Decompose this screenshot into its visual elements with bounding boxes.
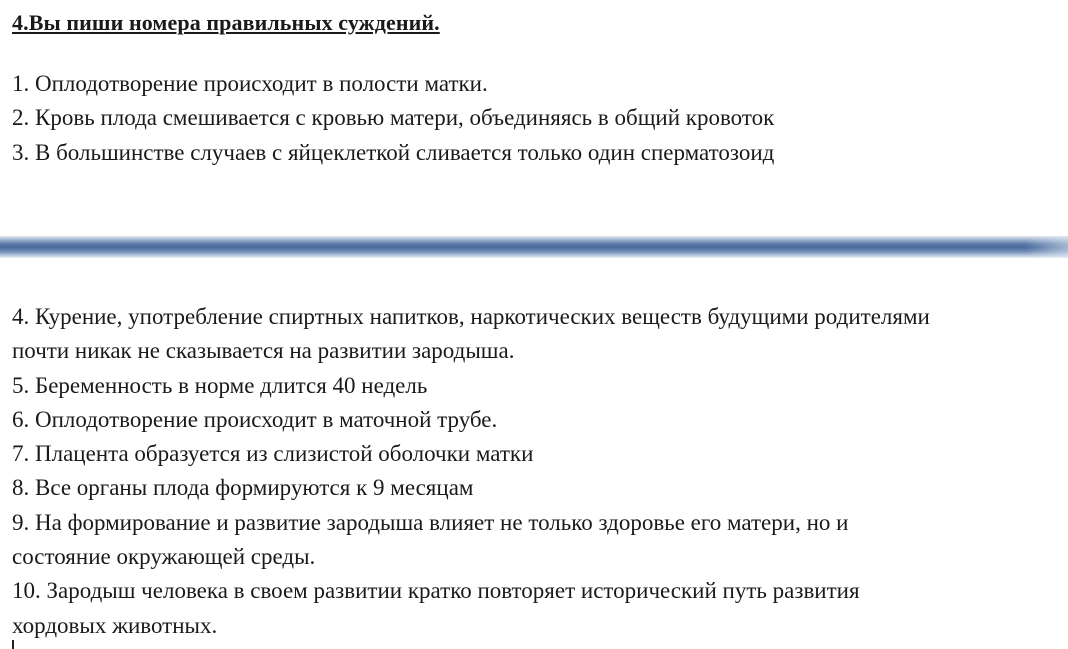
divider-edge [0, 236, 1068, 258]
text-cursor [12, 640, 14, 649]
page-title: 4.Вы пиши номера правильных суждений. [12, 10, 440, 35]
statements-list-bottom [12, 300, 930, 643]
statement-8: 8. Все органы плода формируются к 9 месяцам [12, 475, 474, 501]
statement-1: 1. Оплодотворение происходит в полости матки. [12, 71, 488, 96]
statement-9-line-2: состояние окружающей среды. [12, 544, 316, 570]
statement-10-line-2: хордовых животных. [12, 612, 218, 638]
statement-3: 3. В большинстве случаев с яйцеклеткой сливается только один сперматозоид [12, 139, 775, 165]
statement-10-line-1: 10. Зародыш человека в своем развитии кратко повторяет исторический путь развития [12, 578, 860, 604]
statements-list-top [12, 67, 774, 170]
statement-6: 6. Оплодотворение происходит в маточной трубе. [12, 406, 498, 432]
section-divider [0, 236, 1068, 258]
statement-7: 7. Плацента образуется из слизистой оболочки матки [12, 441, 534, 467]
statement-9-line-1: 9. На формирование и развитие зародыша влияет не только здоровье его матери, но и [12, 509, 849, 535]
statement-2: 2. Кровь плода смешивается с кровью матери, объединяясь в общий кровоток [12, 105, 775, 131]
statement-5: 5. Беременность в норме длится 40 недель [12, 372, 428, 398]
statement-4-line-1: 4. Курение, употребление спиртных напитков, наркотических веществ будущими родителями [12, 304, 930, 329]
statement-4-line-2: почти никак не сказывается на развитии зародыша. [12, 338, 515, 364]
